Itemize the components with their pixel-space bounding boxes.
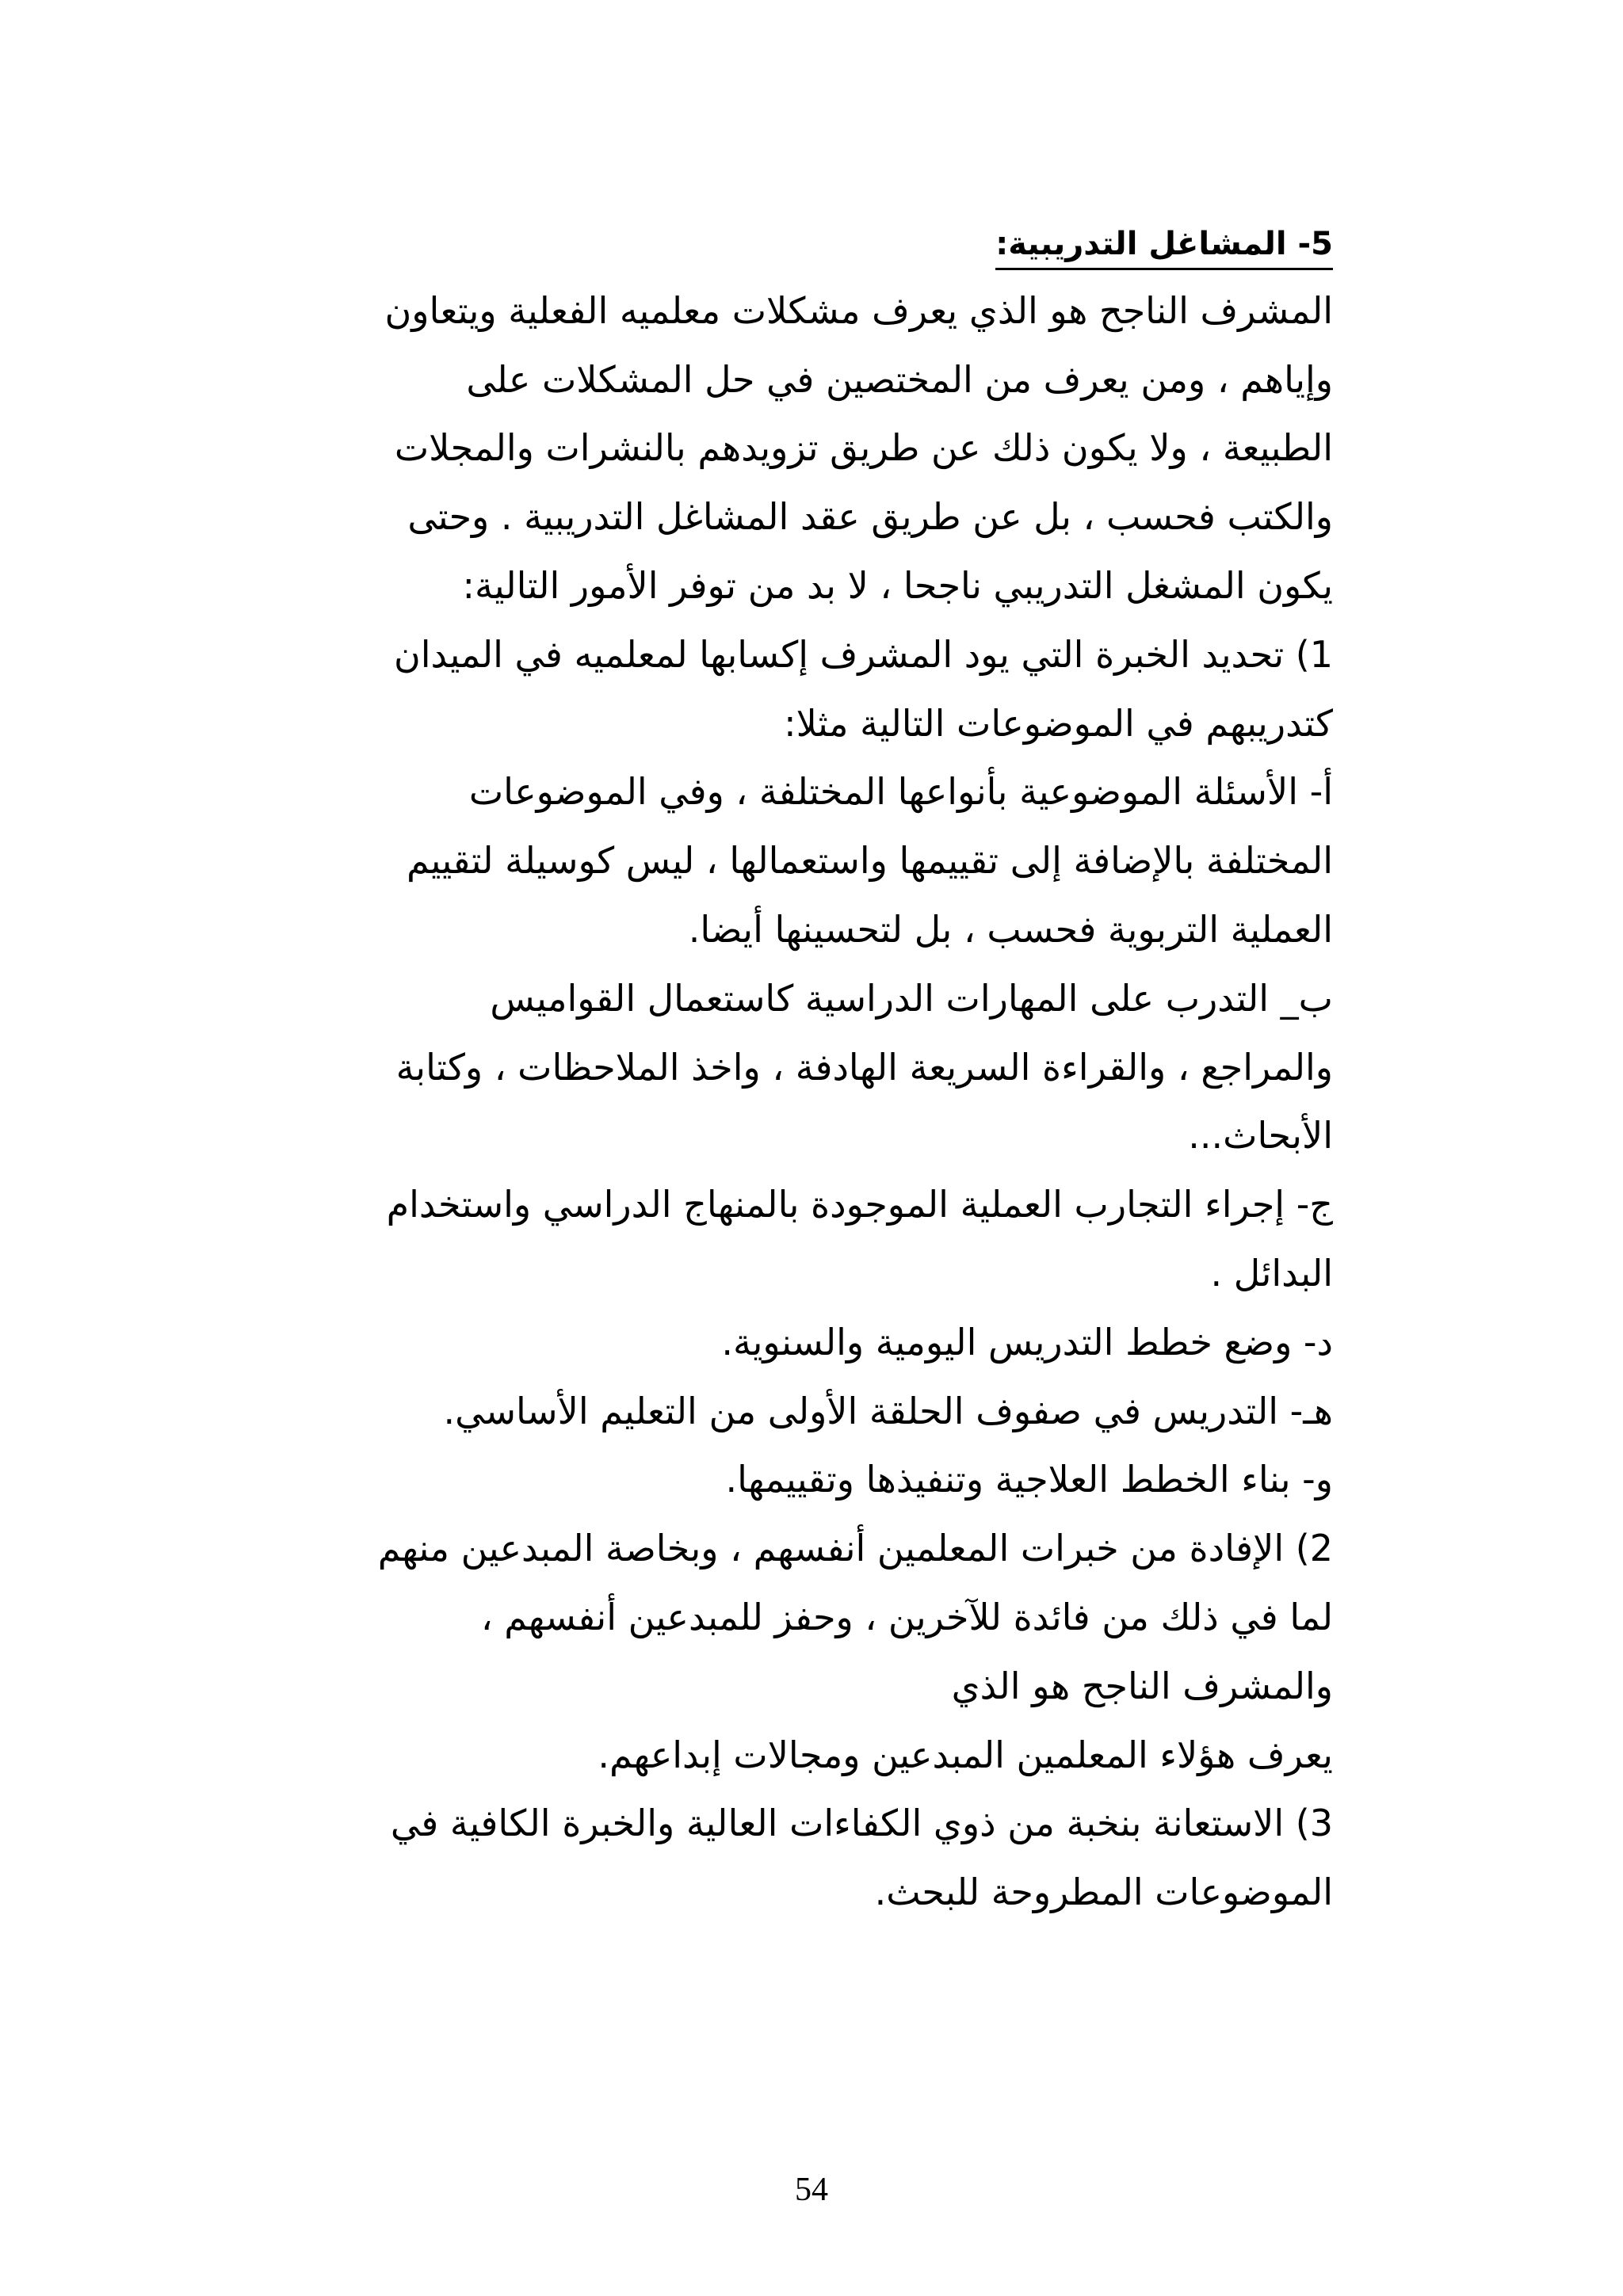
page-number: 54	[795, 2172, 828, 2208]
text-line: 2) الإفادة من خبرات المعلمين أنفسهم ، وبخاصة المبدعين منهم	[377, 1527, 1333, 1570]
text-line: هـ- التدريس في صفوف الحلقة الأولى من التعليم الأساسي.	[443, 1389, 1333, 1432]
text-line: ب_ التدرب على المهارات الدراسية كاستعمال القواميس	[490, 976, 1333, 1020]
text-line: 3) الاستعانة بنخبة من ذوي الكفاءات العالية والخبرة الكافية في	[390, 1802, 1333, 1845]
text-line: المختلفة بالإضافة إلى تقييمها واستعمالها ، ليس كوسيلة لتقييم	[406, 839, 1333, 883]
text-line: والمشرف الناجح هو الذي	[951, 1664, 1333, 1707]
text-line: الأبحاث...	[1188, 1114, 1333, 1158]
page-body	[279, 208, 1333, 1927]
text-line: الطبيعة ، ولا يكون ذلك عن طريق تزويدهم بالنشرات والمجلات	[394, 426, 1333, 470]
text-line: البدائل .	[1210, 1251, 1333, 1295]
text-line: يعرف هؤلاء المعلمين المبدعين ومجالات إبداعهم.	[598, 1733, 1333, 1776]
text-line: ج- إجراء التجارب العملية الموجودة بالمنهاج الدراسي واستخدام	[386, 1183, 1333, 1226]
text-line: المشرف الناجح هو الذي يعرف مشكلات معلميه الفعلية ويتعاون	[384, 288, 1333, 332]
text-line: د- وضع خطط التدريس اليومية والسنوية.	[721, 1320, 1333, 1363]
text-line: الموضوعات المطروحة للبحث.	[874, 1871, 1333, 1914]
text-line: والكتب فحسب ، بل عن طريق عقد المشاغل التدريبية . وحتى	[407, 495, 1333, 539]
section-heading: 5- المشاغل التدريبية:	[995, 220, 1333, 270]
text-line: العملية التربوية فحسب ، بل لتحسينها أيضا.	[688, 907, 1333, 951]
text-line: وإياهم ، ومن يعرف من المختصين في حل المشكلات على	[466, 357, 1333, 401]
text-line: لما في ذلك من فائدة للآخرين ، وحفز للمبدعين أنفسهم ،	[480, 1595, 1333, 1638]
text-line: أ- الأسئلة الموضوعية بأنواعها المختلفة ، وفي الموضوعات	[468, 770, 1333, 814]
text-line: كتدريبهم في الموضوعات التالية مثلا:	[784, 701, 1333, 745]
text-line: 1) تحديد الخبرة التي يود المشرف إكسابها لمعلميه في الميدان	[393, 632, 1333, 676]
text-line: والمراجع ، والقراءة السريعة الهادفة ، واخذ الملاحظات ، وكتابة	[395, 1045, 1333, 1089]
text-line: يكون المشغل التدريبي ناجحا ، لا بد من توفر الأمور التالية:	[462, 563, 1333, 607]
text-line: و- بناء الخطط العلاجية وتنفيذها وتقييمها.	[725, 1458, 1333, 1501]
